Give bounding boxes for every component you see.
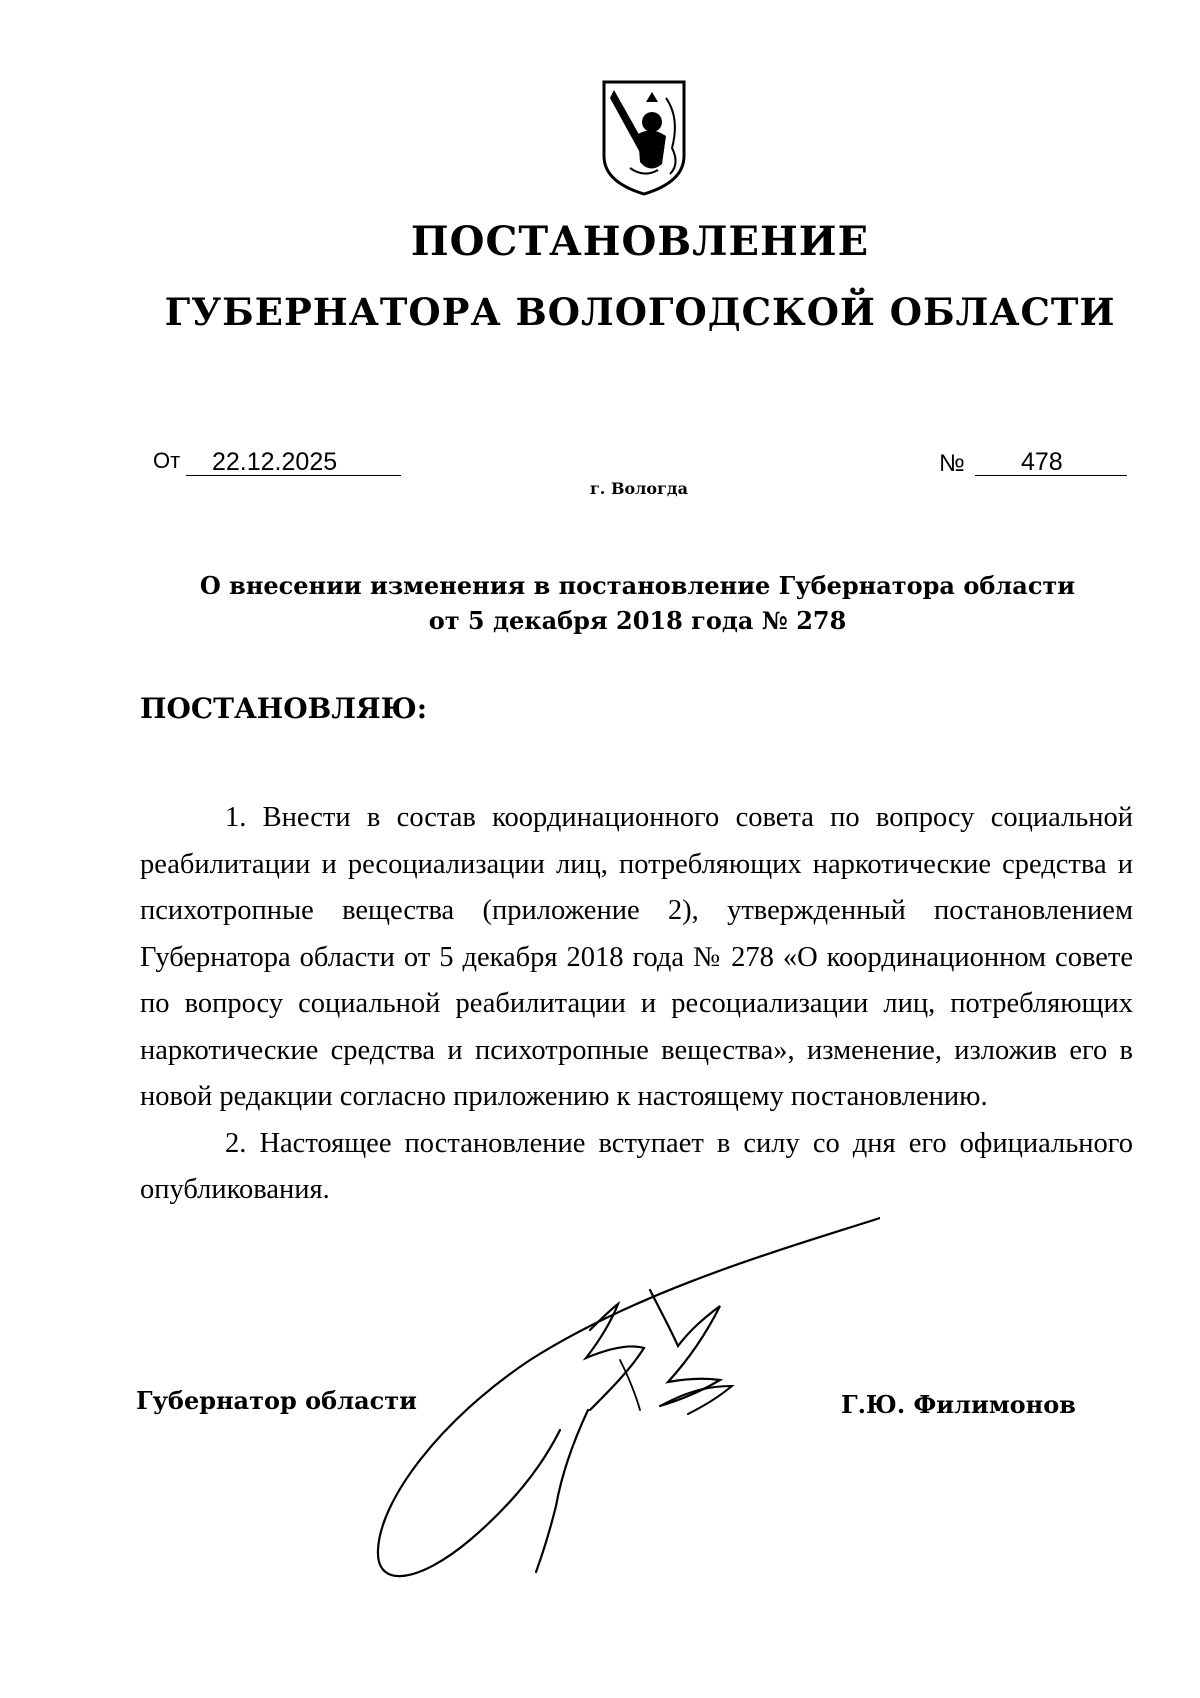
subject-line-1: О внесении изменения в постановление Губернатора области: [199, 571, 1076, 600]
subject-line-2: от 5 декабря 2018 года № 278: [428, 606, 847, 635]
number-value: 478: [975, 448, 1127, 476]
city-label: г. Вологда: [590, 479, 688, 498]
paragraph-1: 1. Внести в состав координационного совета по вопросу социальной реабилитации и ресоциализации лиц, потребляющих наркотические средства и психотропные вещества (приложение 2), утвержденный постановлением Губернатора области от 5 декабря 2018 года № 278 «О координационном совете по вопросу социальной реабилитации и ресоциализации лиц, потребляющих наркотические средства и психотропные вещества», изменение, изложив его в новой редакции согласно приложению к настоящему постановлению.: [140, 802, 1133, 1112]
page-subtitle: ГУБЕРНАТОРА ВОЛОГОДСКОЙ ОБЛАСТИ: [164, 290, 1116, 334]
page-title: ПОСТАНОВЛЕНИЕ: [410, 218, 870, 265]
vologda-coat-of-arms-icon: [600, 78, 688, 198]
paragraph-2: 2. Настоящее постановление вступает в силу со дня его официального опубликования.: [140, 1127, 1133, 1205]
decree-body: [140, 795, 1133, 1214]
handwritten-signature-icon: [360, 1210, 880, 1590]
number-sign: №: [939, 450, 965, 477]
date-value: 22.12.2025: [186, 448, 401, 476]
date-prefix: От: [153, 448, 181, 473]
decree-subject: [150, 568, 1125, 638]
signatory-role: Губернатор области: [136, 1386, 417, 1415]
decree-keyword: ПОСТАНОВЛЯЮ:: [140, 692, 428, 725]
signatory-name: Г.Ю. Филимонов: [841, 1390, 1076, 1419]
